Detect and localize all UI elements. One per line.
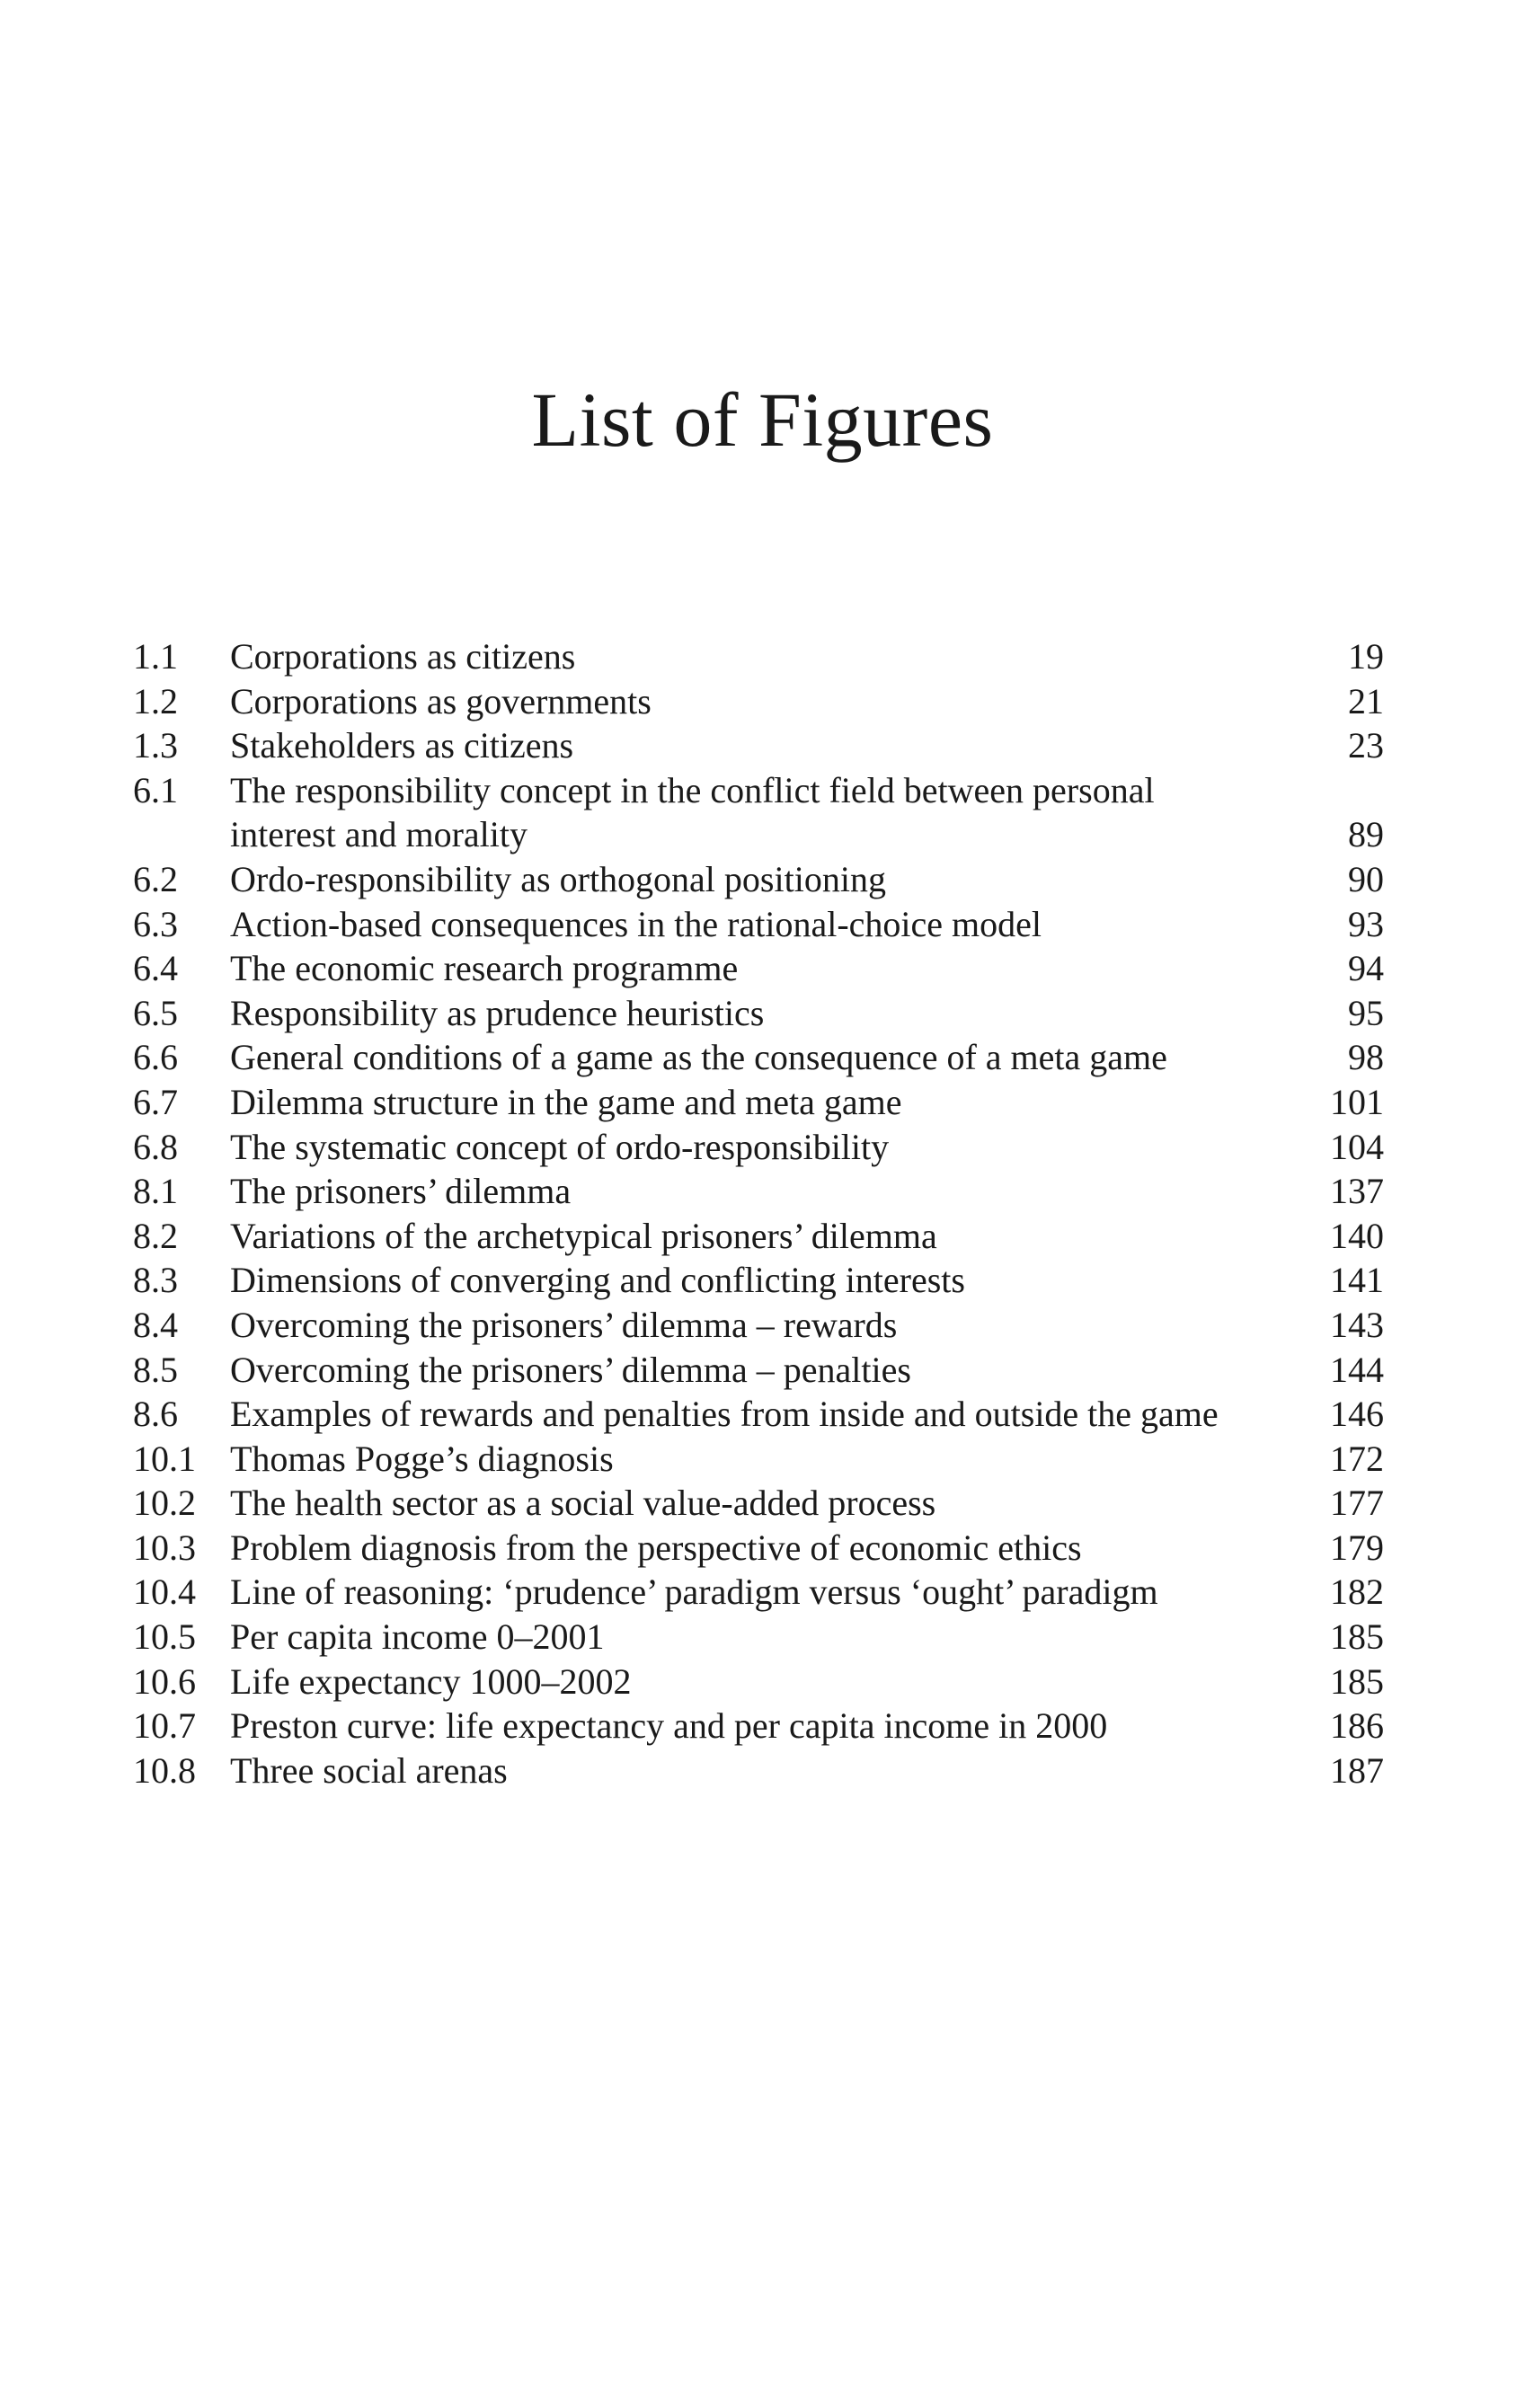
- figure-page-number: 93: [1348, 903, 1384, 944]
- figure-number: 8.5: [133, 1349, 178, 1390]
- figure-number: 6.1: [133, 769, 178, 810]
- figure-page-number: 95: [1348, 992, 1384, 1033]
- figure-page-number: 179: [1330, 1527, 1384, 1568]
- figure-page-number: 187: [1330, 1749, 1384, 1791]
- figure-entry[interactable]: [133, 1169, 1384, 1214]
- figure-page-number: 89: [1348, 814, 1384, 855]
- figure-title: Thomas Pogge’s diagnosis: [230, 1438, 614, 1479]
- figure-title: Stakeholders as citizens: [230, 725, 574, 766]
- figure-entry[interactable]: [133, 1437, 1384, 1482]
- figure-entry[interactable]: [133, 857, 1384, 902]
- figure-number: 1.3: [133, 725, 178, 766]
- figure-number: 10.2: [133, 1483, 196, 1524]
- figure-page-number: 186: [1330, 1705, 1384, 1747]
- figure-number: 8.6: [133, 1394, 178, 1435]
- figure-number: 6.8: [133, 1126, 178, 1167]
- figure-number: 6.2: [133, 858, 178, 899]
- figure-title: The health sector as a social value-added process: [230, 1483, 936, 1524]
- figure-entry[interactable]: [133, 1570, 1384, 1615]
- figure-title: Corporations as governments: [230, 680, 652, 722]
- figure-page-number: 182: [1330, 1571, 1384, 1613]
- page-title: List of Figures: [531, 376, 994, 463]
- figure-entry[interactable]: [133, 634, 1384, 679]
- figure-page-number: 104: [1330, 1126, 1384, 1167]
- figure-title: General conditions of a game as the consequence of a meta game: [230, 1037, 1167, 1078]
- figure-entry[interactable]: [133, 1214, 1384, 1259]
- figure-title: Per capita income 0–2001: [230, 1616, 605, 1658]
- figure-title: Life expectancy 1000–2002: [230, 1660, 632, 1702]
- figure-entry[interactable]: [133, 1392, 1384, 1437]
- figure-number: 8.3: [133, 1260, 178, 1301]
- figure-title: The economic research programme: [230, 948, 739, 989]
- figure-entry[interactable]: [133, 1748, 1384, 1793]
- figure-entry[interactable]: [133, 946, 1384, 991]
- figure-entry[interactable]: [133, 1704, 1384, 1748]
- figure-entry[interactable]: [133, 1526, 1384, 1571]
- figure-title: Problem diagnosis from the perspective of economic ethics: [230, 1527, 1082, 1568]
- figure-title: Preston curve: life expectancy and per capita income in 2000: [230, 1705, 1108, 1747]
- figure-title: Ordo-responsibility as orthogonal positioning: [230, 858, 886, 899]
- figure-page-number: 98: [1348, 1037, 1384, 1078]
- figure-page-number: 143: [1330, 1304, 1384, 1345]
- figure-title: Examples of rewards and penalties from inside and outside the game: [230, 1394, 1219, 1435]
- figure-number: 6.7: [133, 1081, 178, 1122]
- figure-entry[interactable]: [133, 1125, 1384, 1170]
- figure-number: 1.2: [133, 680, 178, 722]
- figure-number: 10.5: [133, 1616, 196, 1658]
- figure-title: Corporations as citizens: [230, 636, 576, 677]
- figure-page-number: 144: [1330, 1349, 1384, 1390]
- figure-title: Dilemma structure in the game and meta game: [230, 1081, 902, 1122]
- figure-title: The prisoners’ dilemma: [230, 1171, 572, 1212]
- figure-title: Line of reasoning: ‘prudence’ paradigm versus ‘ought’ paradigm: [230, 1571, 1158, 1613]
- figure-title: Three social arenas: [230, 1749, 508, 1791]
- figure-number: 10.6: [133, 1660, 196, 1702]
- figure-entry[interactable]: [133, 768, 1384, 857]
- figure-entry[interactable]: [133, 1348, 1384, 1393]
- figure-entry[interactable]: [133, 1660, 1384, 1704]
- figure-page-number: 94: [1348, 948, 1384, 989]
- figure-number: 10.4: [133, 1571, 196, 1613]
- figure-list: [133, 634, 1384, 1793]
- figure-page-number: 90: [1348, 858, 1384, 899]
- figure-number: 6.5: [133, 992, 178, 1033]
- figure-title: Responsibility as prudence heuristics: [230, 992, 765, 1033]
- figure-title: Overcoming the prisoners’ dilemma – rewards: [230, 1304, 898, 1345]
- figure-entry[interactable]: [133, 723, 1384, 768]
- figure-title: Variations of the archetypical prisoners’ dilemma: [230, 1215, 937, 1256]
- figure-title: Overcoming the prisoners’ dilemma – penalties: [230, 1349, 911, 1390]
- figure-number: 10.3: [133, 1527, 196, 1568]
- figure-number: 10.1: [133, 1438, 196, 1479]
- figure-page-number: 137: [1330, 1171, 1384, 1212]
- figure-page-number: 21: [1348, 680, 1384, 722]
- figure-number: 8.4: [133, 1304, 178, 1345]
- figure-page-number: 172: [1330, 1438, 1384, 1479]
- figure-page-number: 146: [1330, 1394, 1384, 1435]
- figure-page-number: 185: [1330, 1616, 1384, 1658]
- figure-page-number: 101: [1330, 1081, 1384, 1122]
- figure-number: 6.3: [133, 903, 178, 944]
- figure-number: 8.2: [133, 1215, 178, 1256]
- figure-entry[interactable]: [133, 1258, 1384, 1303]
- figure-entry[interactable]: [133, 1615, 1384, 1660]
- figure-entry[interactable]: [133, 1080, 1384, 1125]
- figure-number: 1.1: [133, 636, 178, 677]
- figure-entry[interactable]: [133, 1303, 1384, 1348]
- figure-title: The systematic concept of ordo-responsibility: [230, 1126, 890, 1167]
- figure-title: Dimensions of converging and conflicting interests: [230, 1260, 965, 1301]
- figure-entry[interactable]: [133, 679, 1384, 724]
- figure-page-number: 141: [1330, 1260, 1384, 1301]
- figure-page-number: 177: [1330, 1483, 1384, 1524]
- figure-page-number: 140: [1330, 1215, 1384, 1256]
- figure-page-number: 19: [1348, 636, 1384, 677]
- figure-entry[interactable]: [133, 1481, 1384, 1526]
- figure-entry[interactable]: [133, 902, 1384, 947]
- figure-title: Action-based consequences in the rational-choice model: [230, 903, 1042, 944]
- figure-entry[interactable]: [133, 991, 1384, 1036]
- figure-page-number: 185: [1330, 1660, 1384, 1702]
- figure-number: 10.7: [133, 1705, 196, 1747]
- figure-title: The responsibility concept in the conflict field between personal interest and morality: [230, 769, 1155, 855]
- figure-number: 6.4: [133, 948, 178, 989]
- figure-page-number: 23: [1348, 725, 1384, 766]
- figure-entry[interactable]: [133, 1035, 1384, 1080]
- figure-number: 6.6: [133, 1037, 178, 1078]
- figure-number: 8.1: [133, 1171, 178, 1212]
- figure-number: 10.8: [133, 1749, 196, 1791]
